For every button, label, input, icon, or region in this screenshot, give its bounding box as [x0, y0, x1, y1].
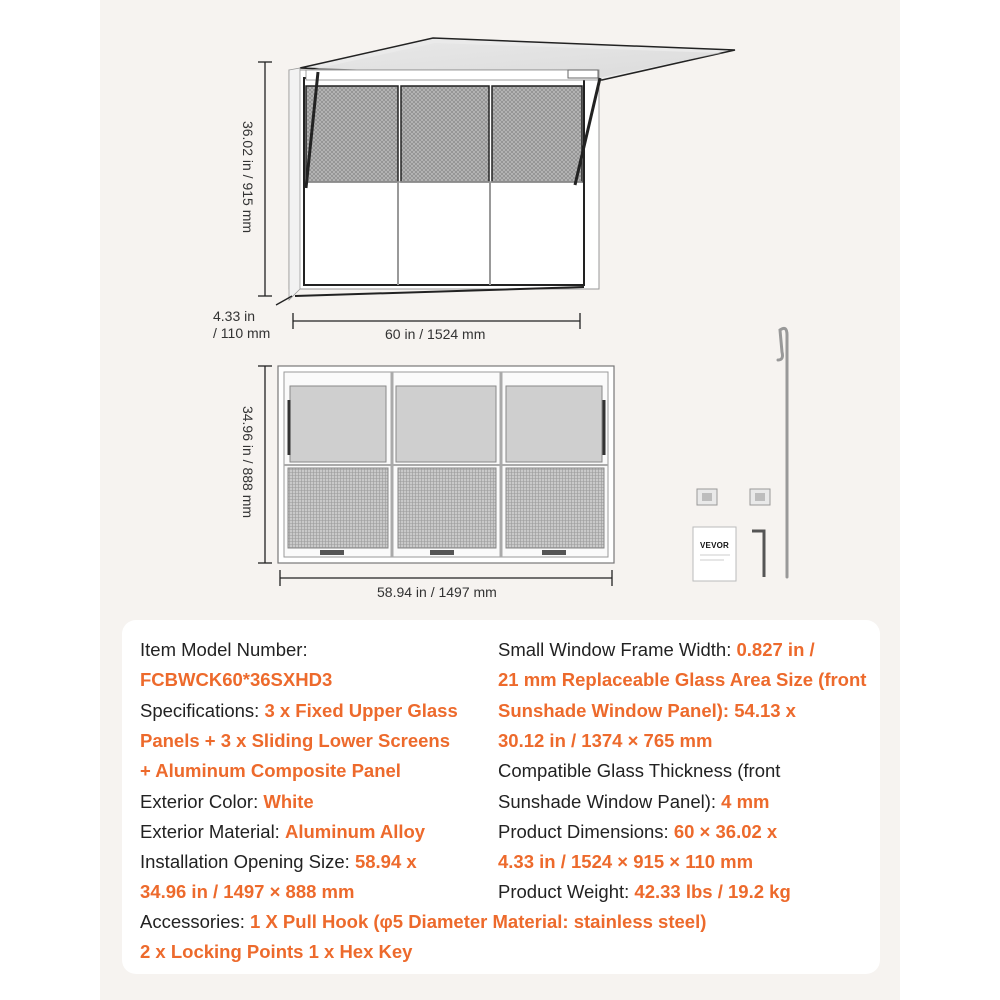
- spec-line-right-0: [498, 639, 815, 661]
- spec-value: White: [263, 790, 314, 812]
- spec-line-left-0: [140, 639, 308, 661]
- spec-value: 30.12 in / 1374 × 765 mm: [498, 729, 713, 751]
- spec-label: Sunshade Window Panel):: [498, 790, 722, 812]
- spec-value: 2 x Locking Points 1 x Hex Key: [140, 941, 413, 963]
- spec-label: Accessories:: [140, 911, 251, 932]
- bottom-width-label: 58.94 in / 1497 mm: [377, 584, 497, 600]
- spec-label: Exterior Material:: [140, 820, 285, 842]
- spec-value: Aluminum Alloy: [284, 820, 426, 842]
- open-window-diagram: [289, 38, 735, 300]
- spec-value: Sunshade Window Panel): 54.13 x: [498, 699, 796, 721]
- spec-line-left-3: [140, 730, 450, 752]
- spec-label: Specifications:: [140, 699, 265, 721]
- spec-line-right-5: [498, 791, 769, 813]
- spec-line-left-5: [140, 791, 314, 813]
- locking-point-icon: [697, 489, 770, 505]
- spec-value: FCBWCK60*36SXHD3: [140, 669, 333, 691]
- spec-line-left-6: [140, 821, 425, 843]
- spec-value: 58.94 x: [354, 851, 417, 873]
- closed-window-diagram: [278, 366, 614, 563]
- leaflet-brand: VEVOR: [700, 541, 730, 550]
- spec-value: 1 X Pull Hook (φ5 Diameter Material: stainless steel): [250, 911, 707, 932]
- spec-value: Panels + 3 x Sliding Lower Screens: [140, 729, 451, 751]
- top-depth-label-line1: 4.33 in: [213, 308, 256, 324]
- spec-line-right-3: [498, 730, 712, 752]
- pull-hook-icon: [778, 328, 787, 577]
- spec-line-left-7: [140, 851, 417, 873]
- spec-line-right-2: [498, 700, 796, 722]
- hex-key-icon: [752, 531, 764, 577]
- top-height-label: 36.02 in / 915 mm: [240, 120, 256, 234]
- spec-line-right-4: [498, 760, 780, 782]
- spec-label: Product Weight:: [498, 881, 635, 903]
- spec-line-bottom-1: [140, 941, 412, 963]
- spec-line-left-2: [140, 700, 458, 722]
- spec-label: Item Model Number:: [140, 639, 308, 660]
- spec-value: 21 mm Replaceable Glass Area Size (front: [498, 669, 867, 691]
- spec-value: 60 × 36.02 x: [673, 820, 778, 842]
- spec-value: + Aluminum Composite Panel: [140, 760, 401, 782]
- spec-line-right-6: [498, 821, 777, 843]
- manual-icon: [693, 527, 736, 581]
- spec-label: Small Window Frame Width:: [498, 639, 737, 660]
- spec-value: 34.96 in / 1497 × 888 mm: [140, 881, 355, 903]
- spec-line-right-7: [498, 851, 753, 873]
- spec-label: Exterior Color:: [140, 790, 264, 812]
- spec-value: 4.33 in / 1524 × 915 × 110 mm: [498, 851, 754, 873]
- spec-value: 4 mm: [721, 790, 770, 812]
- spec-line-left-8: [140, 881, 354, 903]
- spec-line-left-1: [140, 669, 332, 691]
- spec-label: Installation Opening Size:: [140, 851, 355, 873]
- spec-value: 0.827 in /: [736, 639, 815, 660]
- spec-label: Product Dimensions:: [498, 820, 674, 842]
- spec-line-left-4: [140, 760, 401, 782]
- spec-value: 42.33 lbs / 19.2 kg: [634, 881, 791, 903]
- spec-label: Compatible Glass Thickness (front: [498, 760, 781, 782]
- top-width-label: 60 in / 1524 mm: [385, 326, 486, 342]
- spec-line-bottom-0: [140, 911, 706, 933]
- spec-value: 3 x Fixed Upper Glass: [264, 699, 458, 721]
- top-depth-label-line2: / 110 mm: [213, 325, 271, 341]
- spec-line-right-8: [498, 881, 791, 903]
- bottom-height-label: 34.96 in / 888 mm: [240, 405, 256, 519]
- spec-line-right-1: [498, 669, 866, 691]
